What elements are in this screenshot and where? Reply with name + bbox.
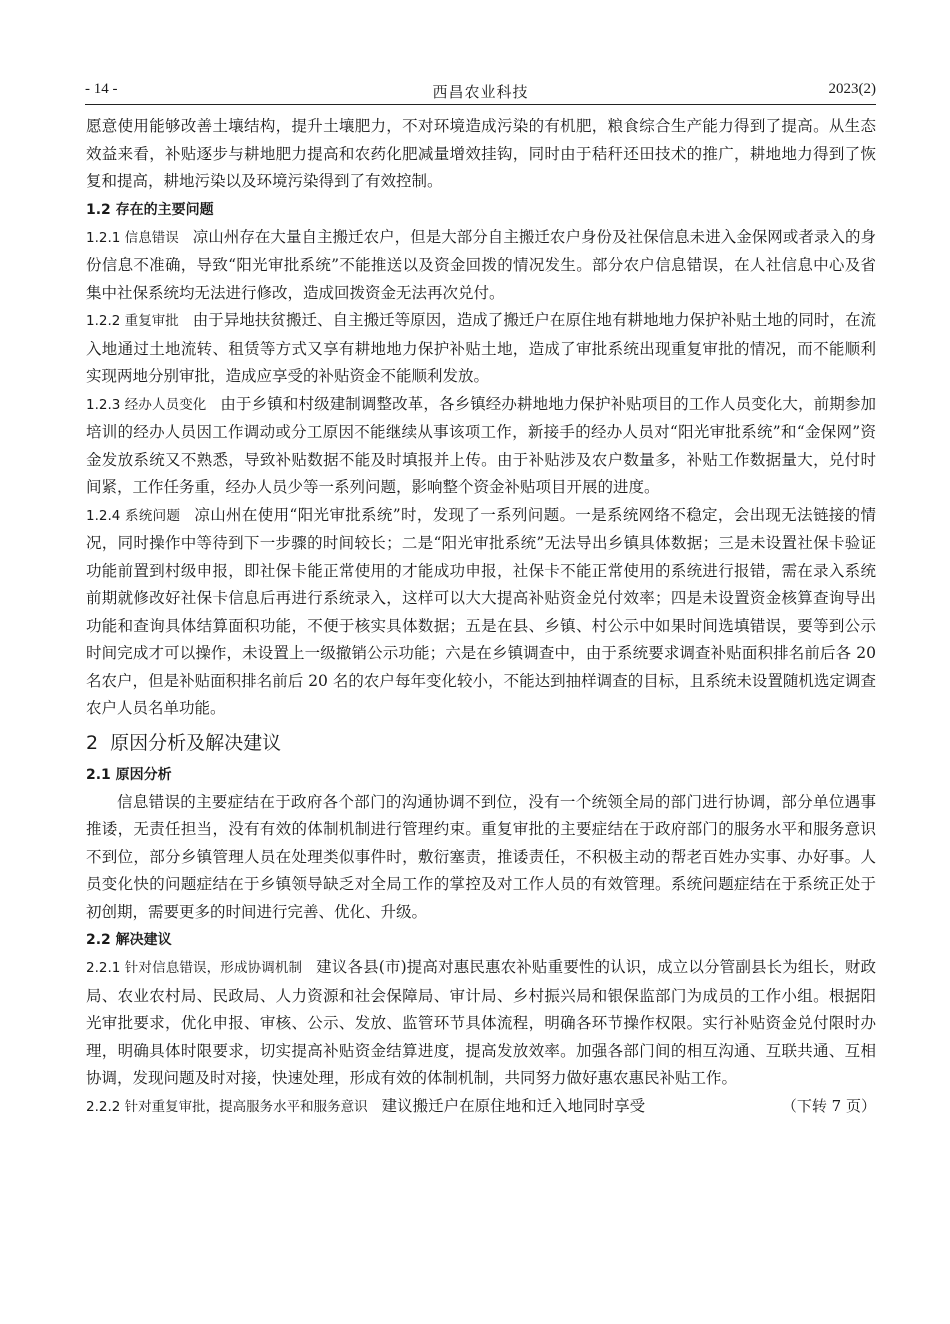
paragraph-continued: 愿意使用能够改善土壤结构，提升土壤肥力，不对环境造成污染的有机肥，粮食综合生产能力得到了提高。从生态效益来看，补贴逐步与耕地肥力提高和农药化肥减量增效挂钩，同时由于秸秆还田技术的推广，耕地地力得到了恢复和提高，耕地污染以及环境污染得到了有效控制。 xyxy=(86,117,876,190)
subsection-heading-2-2-2: 2.2.2 针对重复审批，提高服务水平和服务意识 xyxy=(86,1098,368,1115)
paragraph-1-2-2 xyxy=(86,307,876,391)
issue-number: 2023(2) xyxy=(828,81,876,97)
section-title-2: 原因分析及解决建议 xyxy=(110,731,282,754)
subsection-text-2-2-2: 建议搬迁户在原住地和迁入地同时享受 xyxy=(381,1096,646,1115)
paragraph-1-2-4 xyxy=(86,502,876,723)
subsection-text-1-2-4: 凉山州在使用“阳光审批系统”时，发现了一系列问题。一是系统网络不稳定，会出现无法链接的情况，同时操作中等待到下一步骤的时间较长；二是“阳光审批系统”无法导出乡镇具体数据；三是未设置社保卡验证功能前置到村级申报，即社保卡能正常使用的才能成功申报，社保卡不能正常使用的系统进行报错，需在录入系统前期就修改好社保卡信息后再进行系统录入，这样可以大大提高补贴资金兑付效率；四是未设置资金核算查询导出功能和查询具体结算面积功能，不便于核实具体数据；五是在县、乡镇、村公示中如果时间选填错误，要等到公示时间完成才可以操作，未设置上一级撤销公示功能；六是在乡镇调查中，由于系统要求调查补贴面积排名前后各 20 名农户，但是补贴面积排名前后 20 名的农户每年变化较小，不能达到抽样调查的目标，且系统未设置随机选定调查农户人员名单功能。 xyxy=(86,505,876,717)
paragraph-2-2-1 xyxy=(86,954,876,1093)
paragraph-2-1: 信息错误的主要症结在于政府各个部门的沟通协调不到位，没有一个统领全局的部门进行协调，部分单位遇事推诿，无责任担当，没有有效的体制机制进行管理约束。重复审批的主要症结在于政府部门的服务水平和服务意识不到位，部分乡镇管理人员在处理类似事件时，敷衍塞责，推诿责任，不积极主动的帮老百姓办实事、办好事。人员变化快的问题症结在于乡镇领导缺乏对全局工作的掌控及对工作人员的有效管理。系统问题症结在于系统正处于初创期，需要更多的时间进行完善、优化、升级。 xyxy=(86,792,876,921)
section-heading-2-2: 2.2 解决建议 xyxy=(86,932,172,948)
section-heading-1-2: 1.2 存在的主要问题 xyxy=(86,201,214,218)
subsection-text-2-2-1: 建议各县(市)提高对惠民惠农补贴重要性的认识，成立以分管副县长为组长，财政局、农业农村局、民政局、人力资源和社会保障局、审计局、乡村振兴局和银保监部门为成员的工作小组。根据阳光审批要求，优化申报、审核、公示、发放、监管环节具体流程，明确各环节操作权限。实行补贴资金兑付限时办理，明确具体时限要求，切实提高补贴资金结算进度，提高发放效率。加强各部门间的相互沟通、互联共通、互相协调，发现问题及时对接，快速处理，形成有效的体制机制，共同努力做好惠农惠民补贴工作。 xyxy=(86,958,876,1087)
continued-note: （下转 7 页） xyxy=(781,1096,876,1115)
subsection-heading-1-2-3: 1.2.3 经办人员变化 xyxy=(86,396,207,413)
page-number: - 14 - xyxy=(85,81,118,97)
article-body xyxy=(86,113,876,1121)
subsection-text-1-2-1: 凉山州存在大量自主搬迁农户，但是大部分自主搬迁农户身份及社保信息未进入金保网或者录入的身份信息不准确，导致“阳光审批系统”不能推送以及资金回拨的情况发生。部分农户信息错误，在人社信息中心及省集中社保系统均无法进行修改，造成回拨资金无法再次兑付。 xyxy=(86,227,876,302)
subsection-heading-2-2-1: 2.2.1 针对信息错误，形成协调机制 xyxy=(86,960,303,976)
paragraph-1-2-3 xyxy=(86,391,876,502)
journal-name: 西昌农业科技 xyxy=(432,83,529,101)
paragraph-1-2-1 xyxy=(86,224,876,308)
subsection-heading-1-2-4: 1.2.4 系统问题 xyxy=(86,507,181,524)
section-heading-2 xyxy=(86,725,876,761)
running-header xyxy=(85,78,876,105)
subsection-text-1-2-2: 由于异地扶贫搬迁、自主搬迁等原因，造成了搬迁户在原住地有耕地地力保护补贴土地的同时，在流入地通过土地流转、租赁等方式又享有耕地地力保护补贴土地，造成了审批系统出现重复审批的情况，而不能顺利实现两地分别审批，造成应享受的补贴资金不能顺利发放。 xyxy=(86,311,876,385)
section-heading-2-1: 2.1 原因分析 xyxy=(86,766,172,783)
paragraph-2-2-2 xyxy=(86,1093,876,1122)
subsection-heading-1-2-1: 1.2.1 信息错误 xyxy=(86,229,179,246)
section-number-2: 2 xyxy=(86,731,99,754)
subsection-text-1-2-3: 由于乡镇和村级建制调整改革，各乡镇经办耕地地力保护补贴项目的工作人员变化大，前期参加培训的经办人员因工作调动或分工原因不能继续从事该项工作，新接手的经办人员对“阳光审批系统”和“金保网”资金发放系统又不熟悉，导致补贴数据不能及时填报并上传。由于补贴涉及农户数量多，补贴工作数据量大，兑付时间紧，工作任务重，经办人员少等一系列问题，影响整个资金补贴项目开展的进度。 xyxy=(86,394,876,496)
subsection-heading-1-2-2: 1.2.2 重复审批 xyxy=(86,313,179,329)
